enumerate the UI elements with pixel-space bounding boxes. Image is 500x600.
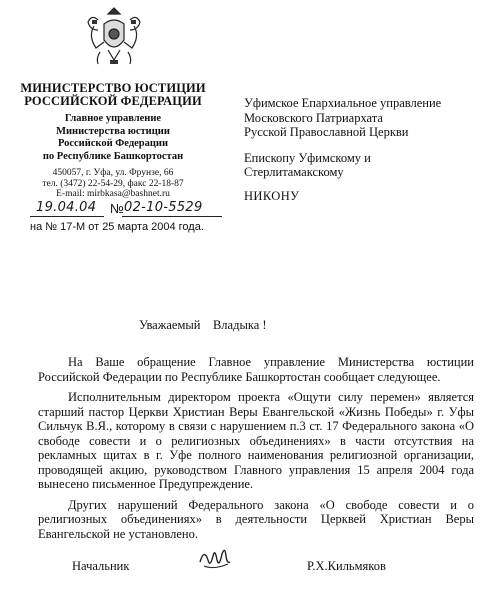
date-underline [30,216,104,217]
phone-line: тел. (3472) 22-54-29, факс 22-18-87 [42,178,184,189]
email-line: E-mail: mirbkasa@bashnet.ru [56,189,170,199]
registration-date: 19.04.04 [36,200,97,215]
coat-of-arms-emblem [86,6,142,68]
sender-block [14,82,212,200]
recipient-org-line: Московского Патриархата [244,110,383,125]
registration-line [30,202,230,222]
recipient-title-line: Епископу Уфимскому и [244,150,371,165]
recipient-title-line: Стерлитамакскому [244,165,344,179]
letter-body [38,355,474,541]
recipient-org-line: Уфимское Епархиальное управление [244,96,442,110]
recipient-org-line: Русской Православной Церкви [244,125,409,139]
salutation: Уважаемый Владыка ! [139,318,267,332]
handwritten-signature [196,544,236,572]
paragraph: Исполнительным директором проекта «Ощути силу перемен» является старший пастор Церкви Христиан Веры Евангельской «Жизнь Победы» г. Уфы Сильчук В.Я., которому в связи с нарушением п.3 ст. 17 Федерального закона «О свободе совести и о религиозных объединениях» в части отсутствия на рекламных щитах в г. Уфе полного наименования религиозной организации, проводящей акцию, руководством Главного управления 15 апреля 2004 года вынесено письменное Предупреждение. [38,390,474,491]
directorate-line: Российской Федерации [57,138,169,149]
sender-address [14,168,212,200]
number-sign: № [110,201,124,216]
paragraph: На Ваше обращение Главное управление Министерства юстиции Российской Федерации по Республике Башкортостан сообщает следующее. [38,355,474,384]
directorate-line: Главное управление [64,113,162,124]
signatory-name: Р.Х.Кильмяков [307,559,386,573]
federation-title: РОССИЙСКОЙ ФЕДЕРАЦИИ [24,94,202,108]
directorate-name [14,113,212,163]
paragraph: Других нарушений Федерального закона «О свободе совести и о религиозных объединениях» в деятельности Церквей Христиан Веры Евангельской не установлено. [38,497,474,541]
reference-line: на № 17-М от 25 марта 2004 года. [30,221,204,233]
number-underline [122,216,222,217]
registration-number: 02-10-5529 [124,200,203,215]
directorate-line: Министерства юстиции [56,125,170,137]
directorate-line: по Республике Башкортостан [42,150,184,162]
recipient-block [244,96,441,203]
recipient-name: НИКОНУ [244,188,300,203]
ministry-title: МИНИСТЕРСТВО ЮСТИЦИИ [20,81,206,95]
spacer [244,140,441,151]
address-line: 450057, г. Уфа, ул. Фрунзе, 66 [52,168,174,178]
signatory-role: Начальник [72,559,130,573]
